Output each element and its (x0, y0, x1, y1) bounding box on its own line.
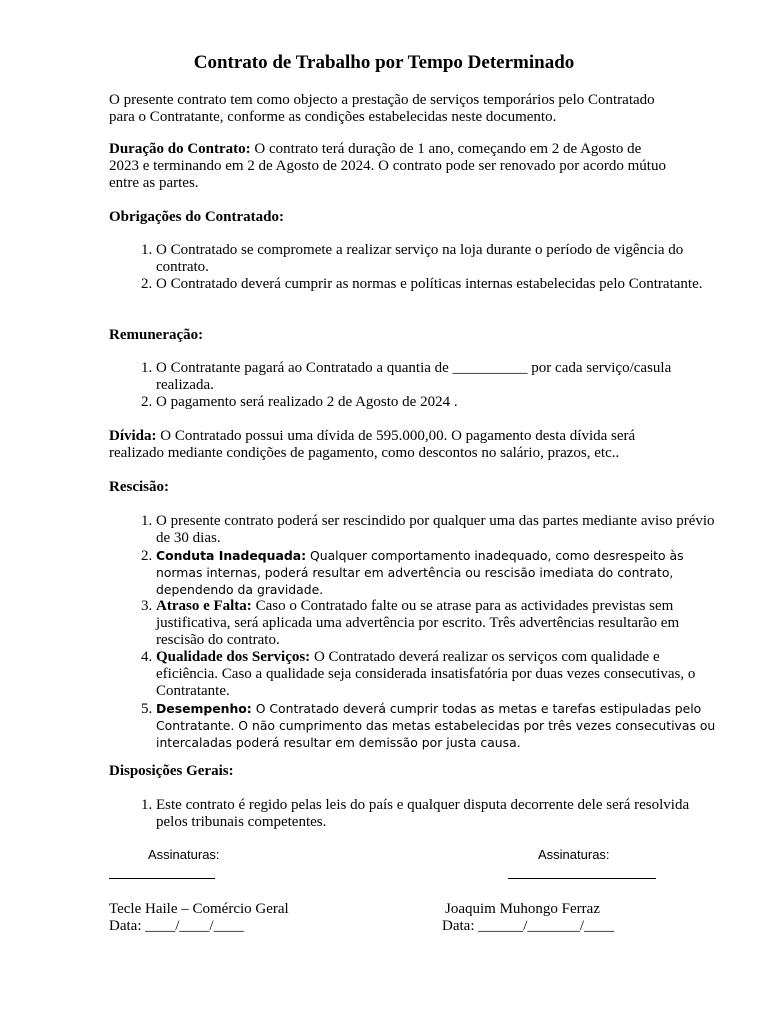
list-item: 1. O Contratado se compromete a realizar serviço na loja durante o período de vigência do contrato. (156, 242, 716, 276)
general-list (109, 797, 716, 831)
remuneration-heading: Remuneração: (109, 327, 204, 343)
list-item: 1. O Contratante pagará ao Contratado a quantia de __________ por cada serviço/casula realizada. (156, 360, 716, 394)
signature-label-right: Assinaturas: (538, 847, 610, 862)
list-item (156, 598, 716, 649)
item-text: Qualquer comportamento inadequado, como desrespeito às normas internas, poderá resultar em advertência ou rescisão imediata do contrato, dependendo da gravidade. (156, 548, 684, 597)
debt-label: Dívida: (109, 428, 157, 444)
duration-paragraph (109, 141, 669, 192)
item-label: Qualidade dos Serviços: (156, 649, 311, 665)
date-right: Data: ______/_______/____ (442, 918, 615, 934)
general-heading: Disposições Gerais: (109, 763, 234, 779)
list-item: 2. O Contratado deverá cumprir as normas e políticas internas estabelecidas pelo Contratante. (156, 276, 716, 293)
item-text: O Contratado deverá realizar os serviços com qualidade e eficiência. Caso a qualidade seja considerada insatisfatória por duas vezes consecutivas, o Contratante. (156, 649, 696, 699)
obligations-heading: Obrigações do Contratado: (109, 209, 284, 225)
signatory-name-left: Tecle Haile – Comércio Geral (109, 901, 289, 917)
list-item: 1. Este contrato é regido pelas leis do país e qualquer disputa decorrente dele será resolvida pelos tribunais competentes. (156, 797, 716, 831)
item-label: Desempenho: (156, 701, 252, 716)
rescission-heading: Rescisão: (109, 479, 169, 495)
obligations-list (109, 242, 716, 293)
debt-text: O Contratado possui uma dívida de 595.000,00. O pagamento desta dívida será realizado mediante condições de pagamento, como descontos no salário, prazos, etc.. (109, 428, 636, 461)
duration-label: Duração do Contrato: (109, 141, 251, 157)
item-text: Caso o Contratado falte ou se atrase para as actividades previstas sem justificativa, será aplicada uma advertência por escrito. Três advertências resultarão em rescisão do contrato. (156, 598, 680, 648)
item-label: Conduta Inadequada: (156, 548, 307, 563)
list-item (156, 547, 716, 598)
signature-line-left (109, 878, 215, 879)
debt-paragraph (109, 428, 669, 462)
list-item: 1. O presente contrato poderá ser rescindido por qualquer uma das partes mediante aviso prévio de 30 dias. (156, 513, 716, 547)
document-title: Contrato de Trabalho por Tempo Determinado (193, 52, 575, 73)
signatory-name-right: Joaquim Muhongo Ferraz (445, 901, 600, 917)
date-left: Data: ____/____/____ (109, 918, 244, 934)
list-item (156, 700, 716, 751)
rescission-list (109, 513, 716, 751)
list-item: 2. O pagamento será realizado 2 de Agosto de 2024 . (156, 394, 716, 411)
signature-label-left: Assinaturas: (148, 847, 220, 862)
intro-paragraph: O presente contrato tem como objecto a prestação de serviços temporários pelo Contratado para o Contratante, conforme as condições estabelecidas neste documento. (109, 92, 655, 125)
duration-text: O contrato terá duração de 1 ano, começando em 2 de Agosto de 2023 e terminando em 2 de Agosto de 2024. O contrato pode ser renovado por acordo mútuo entre as partes. (109, 141, 666, 191)
list-item (156, 649, 716, 700)
item-text: O Contratado deverá cumprir todas as metas e tarefas estipuladas pelo Contratante. O não cumprimento das metas estabelecidas por três vezes consecutivas ou intercaladas poderá resultar em demissão por justa causa. (156, 701, 716, 750)
item-label: Atraso e Falta: (156, 598, 252, 614)
signature-line-right (508, 878, 656, 879)
remuneration-list (109, 360, 716, 411)
